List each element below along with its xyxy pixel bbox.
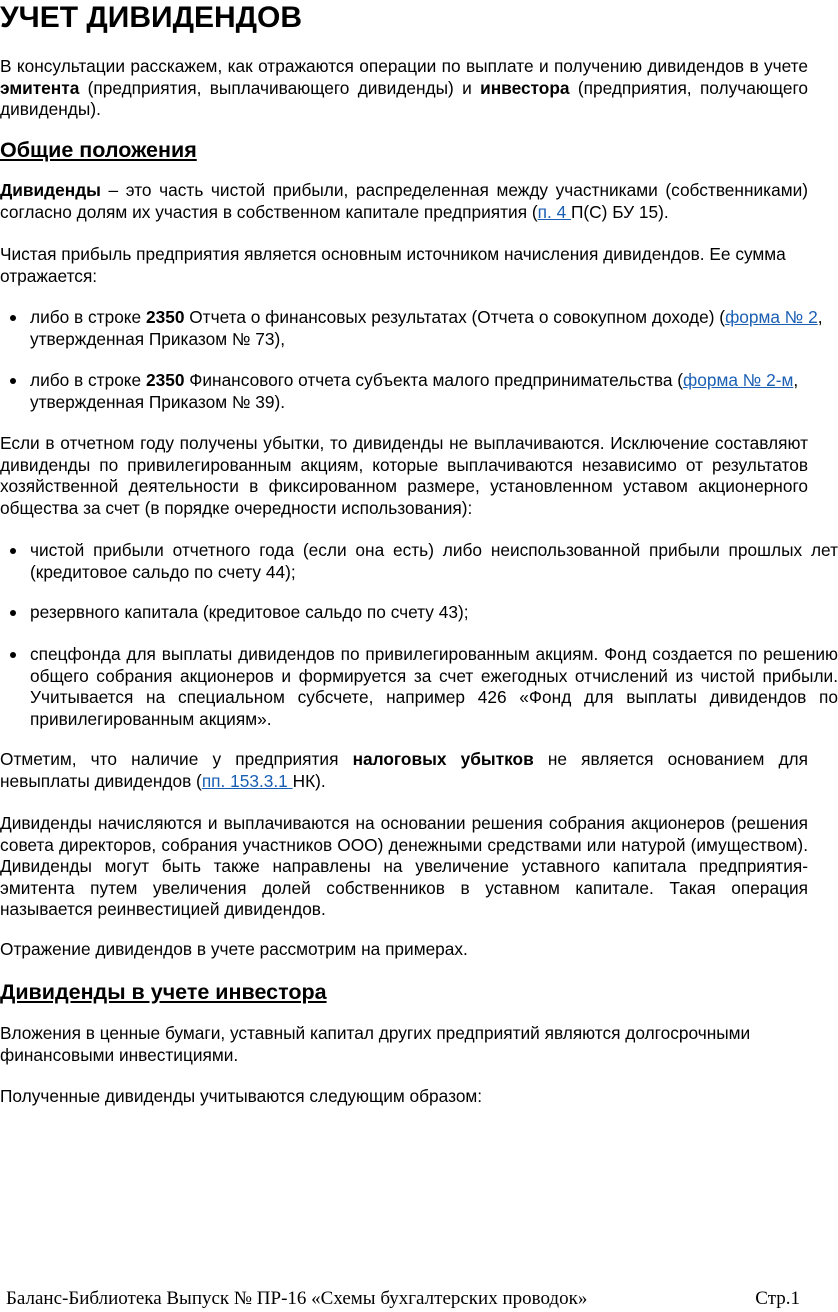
list-item-text: спецфонда для выплаты дивидендов по привилегированным акциям. Фонд создается по решению общего собрания акционеров и формируется за счет ежегодных отчислений из чистой прибыли. Учитывается на специальном субсчете, например 426 «Фонд для выплаты дивидендов по привилегированным акциям». bbox=[30, 644, 838, 729]
intro-text: (предприятия, выплачивающего дивиденды) и bbox=[79, 77, 481, 98]
list-item-text: чистой прибыли отчетного года (если она есть) либо неиспользованной прибыли прошлых лет (кредитовое сальдо по счету 44); bbox=[30, 540, 838, 582]
list-item bbox=[0, 370, 838, 413]
link-p4[interactable]: п. 4 bbox=[537, 201, 571, 222]
page-title: УЧЕТ ДИВИДЕНДОВ bbox=[0, 1, 302, 34]
page-footer bbox=[6, 1287, 800, 1311]
list-item bbox=[0, 602, 838, 624]
profit-paragraph: Чистая прибыль предприятия является основным источником начисления дивидендов. Ее сумма отражается: bbox=[0, 244, 786, 286]
list-item-text: , утвержденная Приказом № 39). bbox=[30, 370, 799, 412]
footer-page-number: Стр.1 bbox=[755, 1288, 800, 1309]
link-pp-153-3-1[interactable]: пп. 153.3.1 bbox=[201, 770, 293, 791]
list-item-text: Финансового отчета субъекта малого предпринимательства ( bbox=[184, 370, 684, 390]
losses-paragraph: Если в отчетном году получены убытки, то дивиденды не выплачиваются. Исключение составляют дивиденды по привилегированным акциям, которые выплачиваются независимо от результатов хозяйственной деятельности в фиксированном размере, установленном уставом акционерного общества за счет (в порядке очередности использования): bbox=[0, 433, 808, 518]
link-form-2m[interactable]: форма № 2-м bbox=[683, 370, 794, 390]
intro-text: В консультации расскажем, как отражаются операции по выплате и получению дивидендов в учете bbox=[0, 56, 808, 76]
bullet-icon bbox=[10, 652, 16, 658]
footer-publication: Баланс-Библиотека Выпуск № ПР-16 «Схемы бухгалтерских проводок» bbox=[6, 1288, 588, 1309]
tax-text: НК). bbox=[292, 770, 326, 791]
definition-text: – это часть чистой прибыли, распределенная между участниками (собственниками) согласно долям их участия в собственном капитале предприятия ( bbox=[0, 180, 808, 222]
bullet-icon bbox=[10, 315, 16, 321]
definition-term: Дивиденды bbox=[0, 180, 101, 200]
list-item bbox=[0, 540, 838, 583]
intro-paragraph bbox=[0, 56, 808, 121]
bullet-icon bbox=[10, 378, 16, 384]
tax-text: Отметим, что наличие у предприятия bbox=[0, 749, 353, 769]
received-dividends-paragraph: Полученные дивиденды учитываются следующим образом: bbox=[0, 1086, 483, 1106]
intro-bold-issuer: эмитента bbox=[0, 77, 80, 98]
list-item-text: либо в строке bbox=[30, 370, 146, 390]
investments-paragraph: Вложения в ценные бумаги, уставный капитал других предприятий являются долгосрочными финансовыми инвестициями. bbox=[0, 1023, 751, 1065]
definition-paragraph bbox=[0, 180, 808, 223]
bullet-icon bbox=[10, 548, 16, 554]
list-item-text: Отчета о финансовых результатах (Отчета о совокупном доходе) ( bbox=[184, 307, 726, 327]
list-item bbox=[0, 644, 838, 730]
intro-bold-investor: инвестора bbox=[480, 77, 570, 98]
tax-loss-paragraph bbox=[0, 749, 808, 792]
list-item-text: либо в строке bbox=[30, 307, 146, 327]
examples-paragraph: Отражение дивидендов в учете рассмотрим на примерах. bbox=[0, 939, 468, 959]
intro-text: (предприятия, получающего дивиденды). bbox=[0, 77, 808, 119]
line-number: 2350 bbox=[145, 307, 185, 327]
definition-text: П(С) БУ 15). bbox=[571, 201, 669, 222]
bullet-icon bbox=[10, 610, 16, 616]
list-item-text: резервного капитала (кредитовое сальдо по счету 43); bbox=[30, 602, 469, 622]
link-form-2[interactable]: форма № 2 bbox=[725, 307, 818, 327]
section-heading-general: Общие положения bbox=[0, 138, 197, 162]
tax-text: не является основанием для невыплаты дивидендов ( bbox=[0, 749, 808, 791]
list-item bbox=[0, 307, 838, 350]
accrual-paragraph: Дивиденды начисляются и выплачиваются на основании решения собрания акционеров (решения совета директоров, собрания участников ООО) денежными средствами или натурой (имуществом). Дивиденды могут быть также направлены на увеличение уставного капитала предприятия-эмитента путем увеличения долей собственников в уставном капитале. Такая операция называется реинвестицией дивидендов. bbox=[0, 813, 808, 919]
tax-bold: налоговых убытков bbox=[352, 749, 534, 769]
section-heading-investor: Дивиденды в учете инвестора bbox=[0, 980, 327, 1004]
line-number: 2350 bbox=[145, 370, 185, 390]
list-item-text: , утвержденная Приказом № 73), bbox=[30, 307, 823, 349]
